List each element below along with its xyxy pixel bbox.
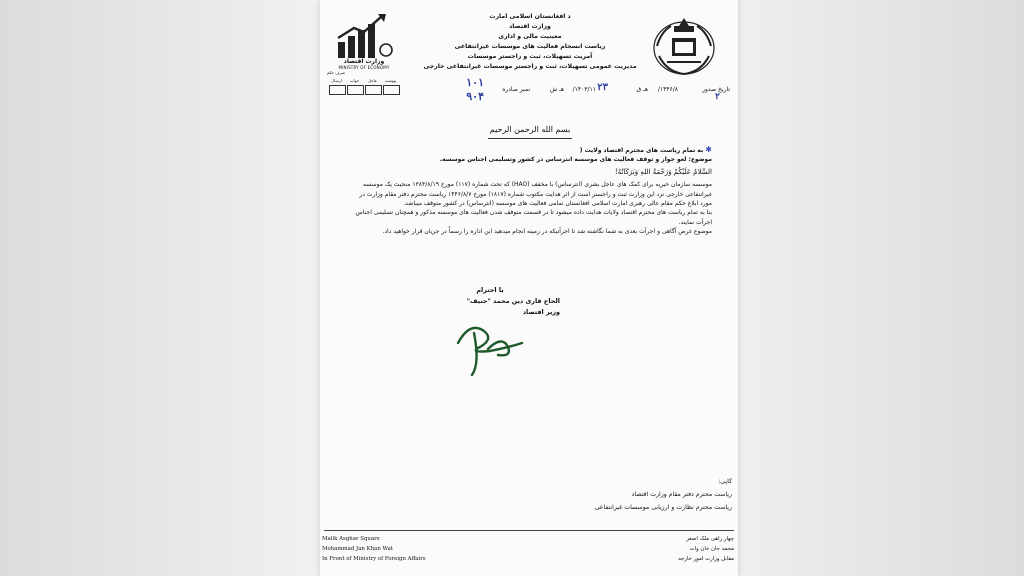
routing-fields <box>326 78 398 95</box>
field-label: جواب <box>349 78 360 83</box>
address-line: چهار راهی ملک اصغر <box>686 536 734 542</box>
paragraph-1: موسسه سازمان خیریه برای کمک های عاجل بشری (انترساس) با مخفف (HAO) که تحت شماره (۱۱۷) مورخ ۱۳۸۴/۸/۱۹ منحیث یک موسسه غیرانتفاعی خارجی نزد این وزارت ثبت و راجستر است از اثر هدایت مکتوب شماره (۱۸۱۷) مورخ ۱۴۴۶/۸/۷ ریاست محترم دفتر مقام وزارت در مورد ابلاغ حکم مقام عالی رهبری امارت اسلامی افغانستان تمامی فعالیت های موسسه (انترساس) در کشور متوقف میباشد. <box>359 181 712 208</box>
date-label: تاریخ صدور <box>702 86 730 93</box>
field-reply <box>347 78 362 95</box>
field-box <box>365 85 382 95</box>
background-right <box>704 0 1024 576</box>
letter-body <box>350 145 712 237</box>
field-label: عاجل <box>367 78 378 83</box>
letter-page <box>320 0 738 576</box>
address-line: Mohammad Jan Khan Wat <box>322 546 393 552</box>
footer-rule <box>324 530 734 531</box>
field-send <box>329 78 344 95</box>
number-label: نمبر صادره <box>502 86 530 93</box>
logo-caption <box>324 58 404 70</box>
handwritten-number-top: ۱۰۱ <box>466 76 484 89</box>
signatory-name: الحاج قاری دین محمد "حنیف" <box>466 297 560 305</box>
handwritten-date: ۲۳ <box>597 82 608 93</box>
logo-text: وزارت اقتصاد <box>343 58 385 65</box>
field-box <box>347 85 364 95</box>
address-line: Malik Asghar Square <box>322 536 380 542</box>
letterhead-line: معینیت مالی و اداری <box>498 33 562 40</box>
bismillah: بسم الله الرحمن الرحیم <box>480 125 580 139</box>
recipient-line: به تمام ریاست های محترم اقتصاد ولایت ( <box>579 147 704 154</box>
letterhead-line: ریاست انسجام فعالیت های موسسات غیرانتفاعی <box>454 43 606 50</box>
hijri-date: ۱۴۴۶/۸/ <box>657 86 678 93</box>
copy-item: ریاست محترم نظارت و ارزیابی موسسات غیرانتفاعی <box>594 504 732 511</box>
signature <box>450 313 530 379</box>
field-label: پیوست <box>384 78 397 83</box>
field-box <box>329 85 346 95</box>
regards: با احترام <box>476 286 504 294</box>
copy-label: کاپی: <box>718 478 732 485</box>
field-attachment <box>383 78 398 95</box>
address-line: مقابل وزارت امور خارجه <box>678 556 734 562</box>
subject-line: موضوع: لغو جواز و توقف فعالیت های موسسه انترساس در کشور وتسلیمی اجناس موسسه. <box>439 156 712 164</box>
footer-address-en <box>322 534 462 564</box>
copy-list <box>520 475 732 514</box>
signatory-title: وزیر اقتصاد <box>522 308 560 316</box>
handwritten-day: ۲ <box>715 92 720 102</box>
paragraph-3: موضوع غرض آگاهی و اجرآت بعدی به شما نگاشته شد تا اجرآتیکه در زمینه انجام میدهید این اداره را رسماً در جریان قرار خواهید داد. <box>382 228 712 236</box>
letterhead-line: وزارت اقتصاد <box>509 23 551 30</box>
field-order-only <box>324 70 348 75</box>
copy-item: ریاست محترم دفتر مقام وزارت اقتصاد <box>631 491 732 498</box>
footer-address-fa <box>640 534 734 564</box>
address-line: محمد جان خان وات <box>689 546 734 552</box>
field-label: ارسال <box>331 78 342 83</box>
greeting: السَّلامُ عَلَیْکُمْ وَرَحْمَةُ اللهِ وَبَرَکَاتُهُ! <box>614 167 712 176</box>
paragraph-2: بنا به تمام ریاست های محترم اقتصاد ولایات هدایت داده میشود تا در قسمت متوقف شدن فعالیت های موسسه مذکور و همچنان تسلیمی اجناس اجرآت نمایند. <box>355 209 712 226</box>
background-left <box>0 0 320 576</box>
solar-date: ۱۴۰۳/۱۱/ <box>572 86 596 93</box>
field-box <box>383 85 400 95</box>
emirate-emblem <box>647 12 721 78</box>
address-line: In Front of Ministry of Foreign Affairs <box>322 556 426 562</box>
hijri-suffix: هـ ق <box>636 86 648 93</box>
letterhead-line: مدیریت عمومی تسهیلات، ثبت و راجستر موسسات غیرانتفاعی خارجی <box>423 63 637 70</box>
field-label: صرف حکم <box>326 70 346 75</box>
field-urgent <box>365 78 380 95</box>
letterhead <box>420 12 640 72</box>
letterhead-line: آمریت تسهیلات، ثبت و راجستر موسسات <box>467 53 593 60</box>
handwritten-number-bottom: ۹۰۴ <box>466 90 484 103</box>
date-number-row <box>430 76 730 103</box>
letterhead-line: د افغانستان اسلامی امارت <box>489 13 571 20</box>
logo-caption-en: MINISTRY OF ECONOMY <box>338 65 390 70</box>
asterisk-mark: ✱ <box>705 145 712 154</box>
solar-suffix: هـ ش <box>549 86 564 93</box>
